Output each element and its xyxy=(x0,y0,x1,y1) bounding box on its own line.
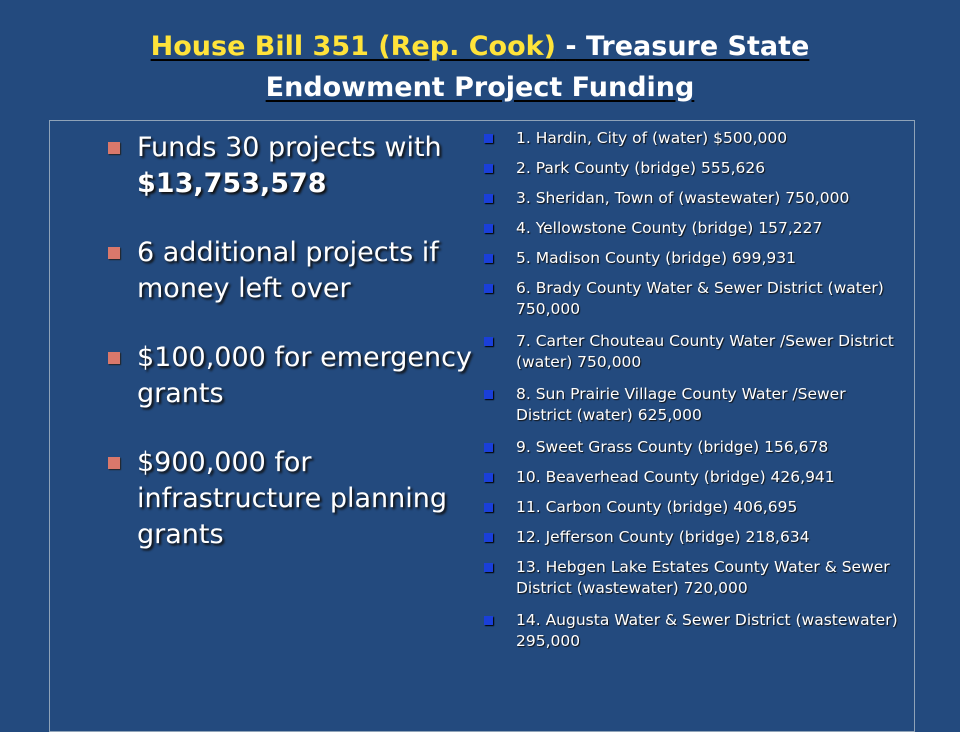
square-bullet-icon xyxy=(108,142,120,154)
project-text: 13. Hebgen Lake Estates County Water & Sewer District (wastewater) 720,000 xyxy=(516,558,890,597)
project-item xyxy=(482,278,902,320)
square-bullet-icon xyxy=(484,194,493,203)
summary-amount: $13,753,578 xyxy=(137,168,327,199)
project-text: 12. Jefferson County (bridge) 218,634 xyxy=(516,528,810,546)
project-text: 7. Carter Chouteau County Water /Sewer District (water) 750,000 xyxy=(516,332,894,371)
square-bullet-icon xyxy=(108,457,120,469)
summary-item xyxy=(104,340,484,412)
summary-list xyxy=(104,130,484,586)
project-text: 6. Brady County Water & Sewer District (water) 750,000 xyxy=(516,279,884,318)
square-bullet-icon xyxy=(108,247,120,259)
title-bill-reference: House Bill 351 (Rep. Cook) xyxy=(150,31,556,62)
project-item xyxy=(482,384,902,426)
project-item xyxy=(482,437,902,458)
slide-title xyxy=(0,26,960,108)
square-bullet-icon xyxy=(484,443,493,452)
summary-item xyxy=(104,235,484,307)
project-text: 11. Carbon County (bridge) 406,695 xyxy=(516,498,798,516)
square-bullet-icon xyxy=(484,503,493,512)
project-item xyxy=(482,188,902,209)
summary-text: 6 additional projects if money left over xyxy=(137,237,439,304)
summary-text: $100,000 for emergency grants xyxy=(137,342,472,409)
square-bullet-icon xyxy=(484,473,493,482)
square-bullet-icon xyxy=(484,284,493,293)
summary-item xyxy=(104,445,484,553)
project-text: 10. Beaverhead County (bridge) 426,941 xyxy=(516,468,835,486)
project-item xyxy=(482,557,902,599)
project-text: 14. Augusta Water & Sewer District (wastewater) 295,000 xyxy=(516,611,898,650)
square-bullet-icon xyxy=(484,616,493,625)
square-bullet-icon xyxy=(484,254,493,263)
summary-text: Funds 30 projects with xyxy=(137,132,442,163)
project-item xyxy=(482,331,902,373)
project-text: 5. Madison County (bridge) 699,931 xyxy=(516,249,797,267)
project-item xyxy=(482,610,902,652)
square-bullet-icon xyxy=(484,164,493,173)
title-program-name: - Treasure State xyxy=(555,31,810,62)
square-bullet-icon xyxy=(484,563,493,572)
project-item xyxy=(482,467,902,488)
project-text: 8. Sun Prairie Village County Water /Sewer District (water) 625,000 xyxy=(516,385,846,424)
square-bullet-icon xyxy=(484,224,493,233)
project-list xyxy=(482,128,902,663)
project-text: 1. Hardin, City of (water) $500,000 xyxy=(516,129,788,147)
square-bullet-icon xyxy=(484,533,493,542)
square-bullet-icon xyxy=(484,337,493,346)
project-text: 2. Park County (bridge) 555,626 xyxy=(516,159,766,177)
project-item xyxy=(482,497,902,518)
project-item xyxy=(482,527,902,548)
project-text: 4. Yellowstone County (bridge) 157,227 xyxy=(516,219,823,237)
square-bullet-icon xyxy=(484,134,493,143)
project-item xyxy=(482,158,902,179)
title-subtitle: Endowment Project Funding xyxy=(265,72,695,103)
project-item xyxy=(482,248,902,269)
square-bullet-icon xyxy=(108,352,120,364)
summary-item xyxy=(104,130,484,202)
project-text: 3. Sheridan, Town of (wastewater) 750,000 xyxy=(516,189,850,207)
project-item xyxy=(482,128,902,149)
summary-text: $900,000 for infrastructure planning grants xyxy=(137,447,448,550)
project-item xyxy=(482,218,902,239)
project-text: 9. Sweet Grass County (bridge) 156,678 xyxy=(516,438,829,456)
square-bullet-icon xyxy=(484,390,493,399)
